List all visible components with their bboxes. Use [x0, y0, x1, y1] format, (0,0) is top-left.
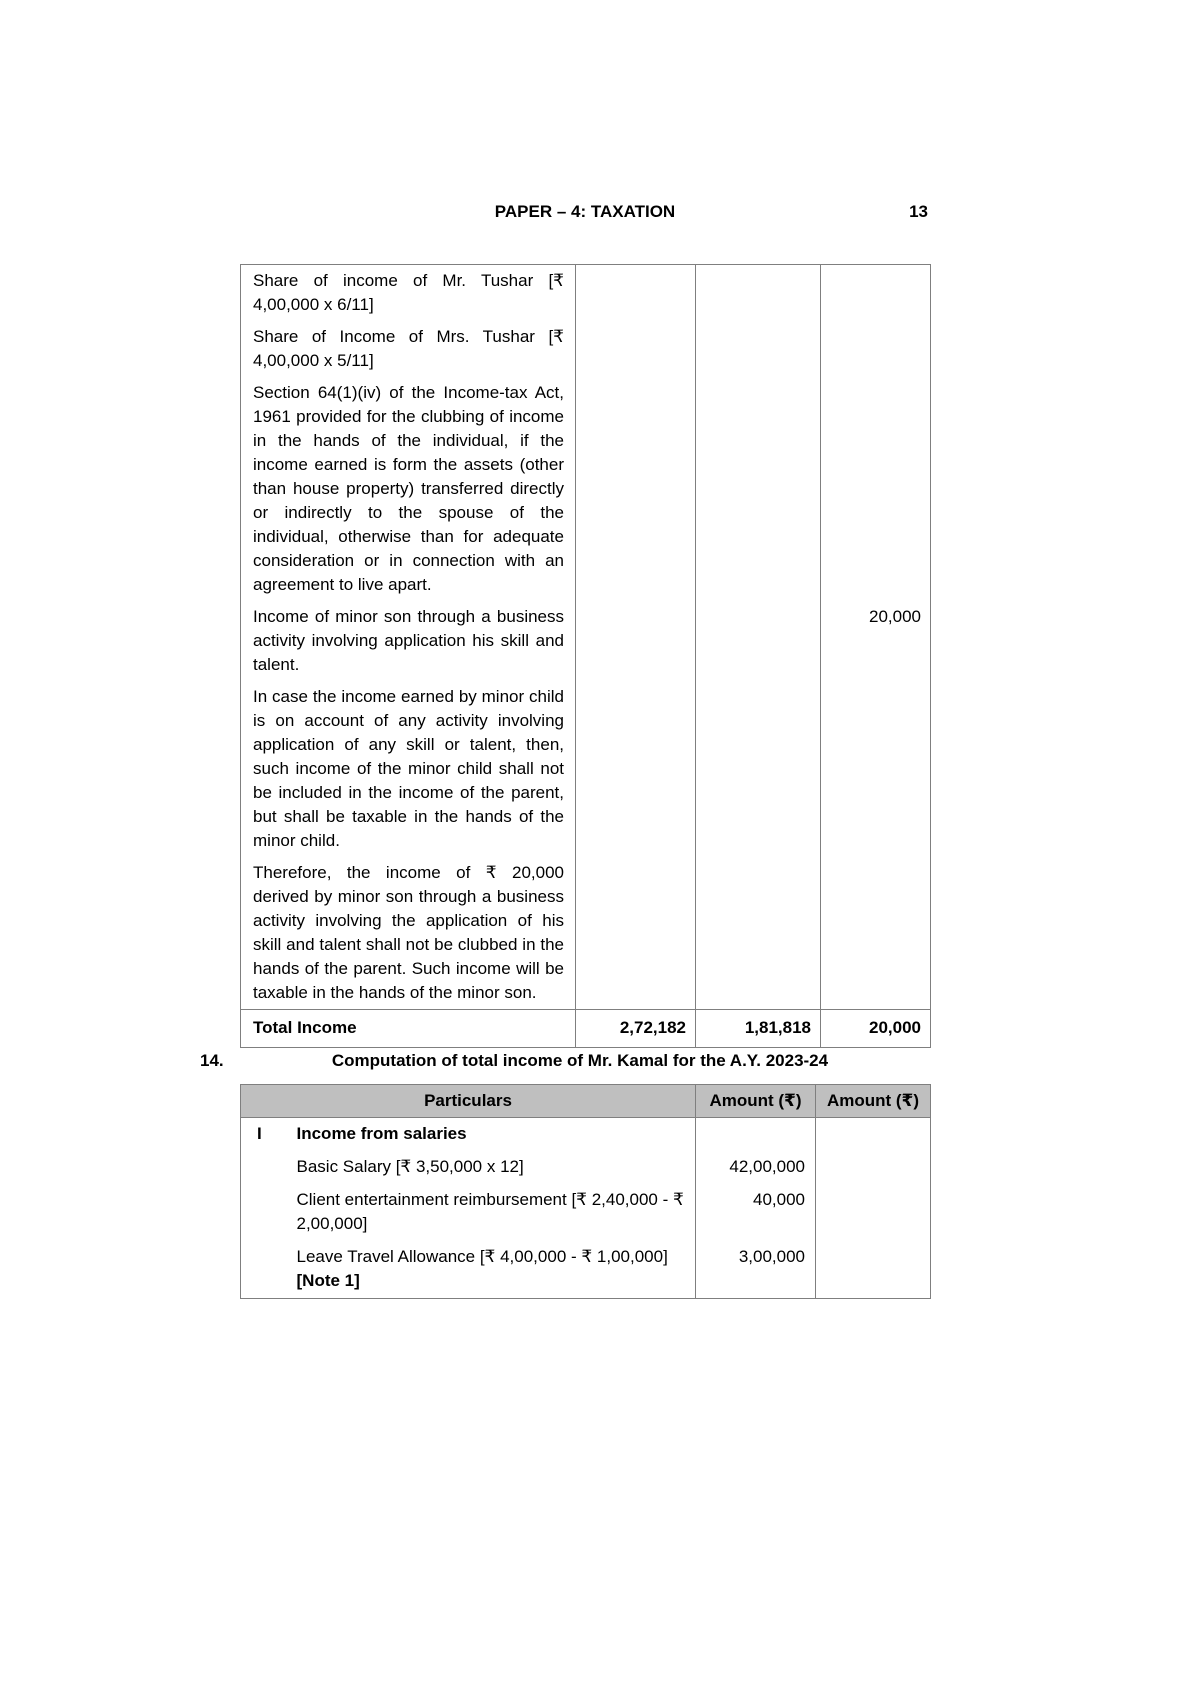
table-row: [241, 857, 931, 1010]
amount-cell: [821, 857, 931, 1010]
page-title: PAPER – 4: TAXATION: [494, 202, 676, 221]
amount-cell: [576, 321, 696, 377]
particulars-cell: Therefore, the income of ₹ 20,000 derived by minor son through a business activity involving the application of his skill and talent shall not be clubbed in the hands of the parent. Such income will be taxable in the hands of the minor son.: [253, 863, 564, 1002]
page-number: 13: [909, 202, 928, 221]
table-row: [241, 1184, 931, 1241]
total-income-row: [241, 1010, 931, 1048]
particulars-cell: [289, 1241, 696, 1299]
amount-header: Amount (₹): [816, 1085, 931, 1118]
amount-cell: [696, 321, 821, 377]
particulars-cell: Share of income of Mr. Tushar [₹ 4,00,000 x 6/11]: [253, 271, 564, 314]
amount-cell: [816, 1151, 931, 1184]
particulars-cell: In case the income earned by minor child is on account of any activity involving application of any skill or talent, then, such income of the minor child shall not be included in the income of the parent, but shall be taxable in the hands of the minor child.: [253, 687, 564, 850]
amount-cell: [816, 1184, 931, 1241]
particulars-header: Particulars: [241, 1085, 696, 1118]
particulars-cell: Income from salaries: [296, 1124, 467, 1143]
amount-cell: [576, 681, 696, 857]
amount-cell: [816, 1241, 931, 1299]
particulars-cell: Share of Income of Mrs. Tushar [₹ 4,00,000 x 5/11]: [253, 327, 564, 370]
amount-cell: [821, 377, 931, 601]
particulars-cell: Income of minor son through a business activity involving application his skill and talent.: [253, 607, 564, 674]
table-row: [241, 265, 931, 322]
amount-cell: [696, 377, 821, 601]
table-row: [241, 321, 931, 377]
amount-cell: 42,00,000: [696, 1151, 816, 1184]
amount-cell: [576, 377, 696, 601]
table-row: [241, 601, 931, 681]
page-header: [240, 202, 930, 222]
row-number-cell: [241, 1184, 289, 1241]
table-header-row: [241, 1085, 931, 1118]
total-amount-cell: 20,000: [821, 1010, 931, 1048]
clubbing-table-container: [240, 264, 930, 1048]
amount-cell: [576, 265, 696, 322]
amount-cell: [821, 681, 931, 857]
question-title: Computation of total income of Mr. Kamal for the A.Y. 2023-24: [331, 1051, 829, 1070]
particulars-cell: Client entertainment reimbursement [₹ 2,40,000 - ₹ 2,00,000]: [296, 1190, 684, 1233]
question-heading: [200, 1051, 930, 1071]
amount-cell: 3,00,000: [696, 1241, 816, 1299]
amount-cell: [821, 321, 931, 377]
amount-header: Amount (₹): [696, 1085, 816, 1118]
total-amount-cell: 1,81,818: [696, 1010, 821, 1048]
amount-cell: [696, 681, 821, 857]
row-number-cell: [241, 1241, 289, 1299]
question-number: 14.: [200, 1051, 224, 1070]
particulars-text: Leave Travel Allowance [₹ 4,00,000 - ₹ 1,00,000]: [296, 1247, 668, 1266]
amount-cell: [696, 1118, 816, 1152]
row-number-cell: [241, 1151, 289, 1184]
clubbing-table: [240, 264, 931, 1048]
amount-cell: [696, 601, 821, 681]
computation-table: [240, 1084, 931, 1299]
amount-cell: [576, 857, 696, 1010]
amount-cell: [696, 265, 821, 322]
amount-cell: 20,000: [821, 601, 931, 681]
amount-cell: [696, 857, 821, 1010]
table-row: [241, 1241, 931, 1299]
table-row: [241, 1151, 931, 1184]
particulars-cell: Basic Salary [₹ 3,50,000 x 12]: [296, 1157, 524, 1176]
table-row: [241, 1118, 931, 1152]
particulars-cell: Section 64(1)(iv) of the Income-tax Act, 1961 provided for the clubbing of income in the hands of the individual, if the income earned is form the assets (other than house property) transferred directly or indirectly to the spouse of the individual, otherwise than for adequate consideration or in connection with an agreement to live apart.: [253, 383, 564, 594]
total-amount-cell: 2,72,182: [576, 1010, 696, 1048]
table-row: [241, 681, 931, 857]
computation-table-container: [240, 1084, 930, 1299]
amount-cell: [816, 1118, 931, 1152]
amount-cell: 40,000: [696, 1184, 816, 1241]
note-reference: [Note 1]: [296, 1271, 360, 1290]
total-label-cell: Total Income: [241, 1010, 576, 1048]
row-number-cell: I: [257, 1124, 262, 1143]
table-row: [241, 377, 931, 601]
amount-cell: [821, 265, 931, 322]
amount-cell: [576, 601, 696, 681]
